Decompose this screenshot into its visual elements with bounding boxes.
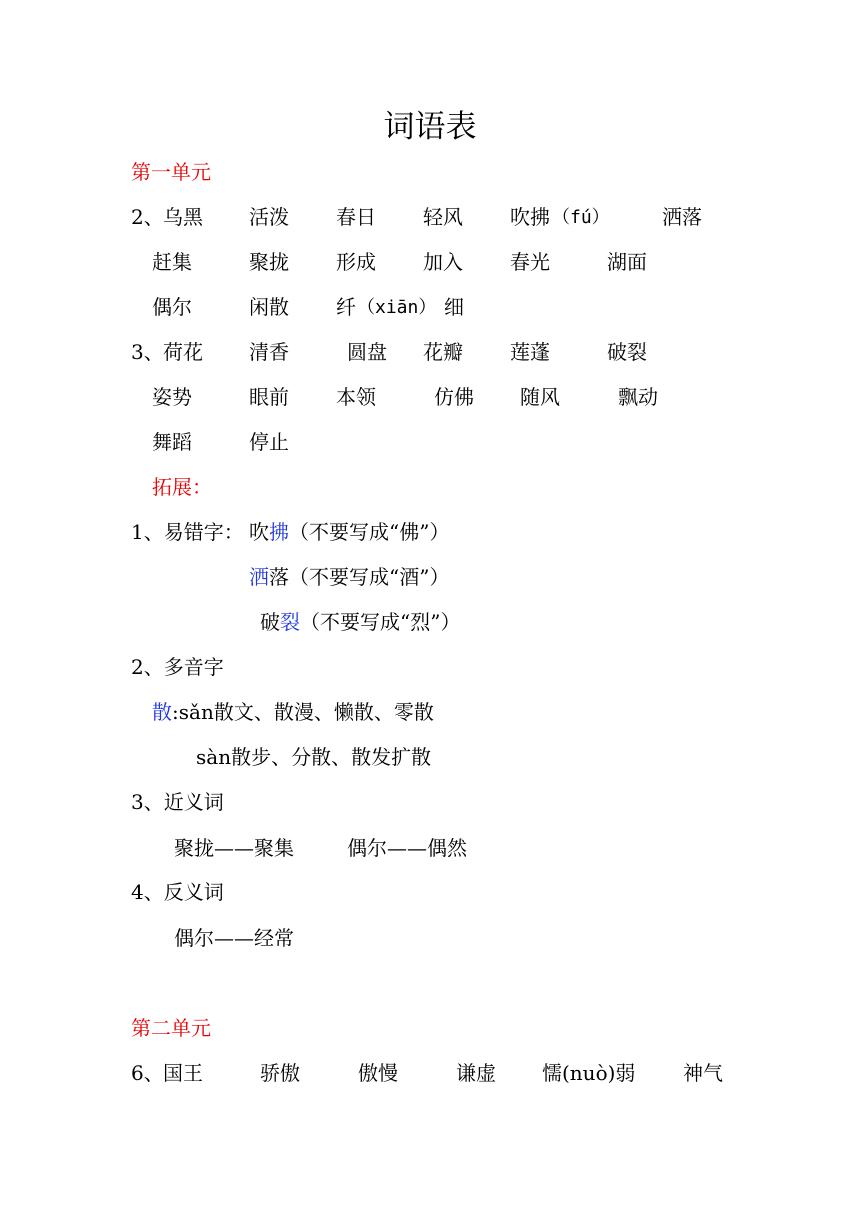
word: 眼前 (249, 385, 289, 409)
pinyin-annotation: （xiān） (357, 297, 437, 318)
word: 细 (444, 295, 464, 319)
char: 懦 (542, 1061, 562, 1085)
word: 荷花 (163, 340, 203, 364)
word: 姿势 (152, 385, 192, 409)
extension-label: 拓展： (152, 475, 212, 499)
word: 吹拂 (510, 205, 550, 229)
word: 国王 (163, 1061, 203, 1085)
word: 随风 (520, 385, 560, 409)
error-prone-item (249, 520, 449, 544)
word: 洒落 (662, 205, 702, 229)
lesson6-number: 6、 (131, 1061, 164, 1085)
word: 莲蓬 (510, 340, 550, 364)
word: 清香 (249, 340, 289, 364)
highlighted-char: 拂 (269, 520, 289, 544)
word: 飘动 (618, 385, 658, 409)
section-label: 1、易错字： (131, 520, 244, 544)
word: 谦虚 (456, 1061, 496, 1085)
word-pair: 偶尔——经常 (174, 926, 294, 950)
word: 本领 (336, 385, 376, 409)
highlighted-char: 散 (152, 700, 172, 724)
word: 骄傲 (260, 1061, 300, 1085)
polyphonic-line (152, 700, 434, 724)
word: 春光 (510, 250, 550, 274)
note: （不要写成“佛”） (289, 520, 450, 544)
word: 破裂 (607, 340, 647, 364)
words: 散文、散漫、懒散、零散 (213, 700, 434, 724)
char: 破 (260, 610, 280, 634)
unit2-heading: 第二单元 (131, 1016, 211, 1040)
pinyin: sǎn (178, 700, 214, 724)
word: 神气 (683, 1061, 723, 1085)
section-label: 2、多音字 (131, 655, 224, 679)
polyphonic-line (196, 745, 431, 769)
lesson3-number: 3、 (131, 340, 164, 364)
words: 散步、分散、散发扩散 (231, 745, 432, 769)
word-pair: 偶尔——偶然 (347, 836, 467, 860)
word-pair: 聚拢——聚集 (174, 836, 294, 860)
char: 落 (269, 565, 289, 589)
word: 花瓣 (423, 340, 463, 364)
word-with-pinyin (542, 1061, 635, 1085)
section-label: 3、近义词 (131, 790, 224, 814)
word: 聚拢 (249, 250, 289, 274)
word: 春日 (336, 205, 376, 229)
pinyin: sàn (196, 745, 232, 769)
error-prone-item (260, 610, 460, 634)
pinyin-annotation: (nuò) (562, 1061, 616, 1085)
word: 偶尔 (152, 295, 192, 319)
word: 仿佛 (434, 385, 474, 409)
word: 形成 (336, 250, 376, 274)
unit1-heading: 第一单元 (131, 160, 211, 184)
error-prone-item (249, 565, 449, 589)
page-title: 词语表 (383, 109, 477, 145)
word: 傲慢 (358, 1061, 398, 1085)
word: 闲散 (249, 295, 289, 319)
colon: : (172, 700, 179, 724)
word: 圆盘 (347, 340, 387, 364)
highlighted-char: 裂 (280, 610, 300, 634)
word: 乌黑 (163, 205, 203, 229)
word: 活泼 (249, 205, 289, 229)
word: 纤 (336, 295, 356, 319)
word: 赶集 (152, 250, 192, 274)
highlighted-char: 洒 (249, 565, 269, 589)
lesson2-number: 2、 (131, 205, 164, 229)
char: 吹 (249, 520, 269, 544)
word: 湖面 (607, 250, 647, 274)
word: 轻风 (423, 205, 463, 229)
word: 舞蹈 (152, 430, 192, 454)
note: （不要写成“烈”） (300, 610, 461, 634)
section-label: 4、反义词 (131, 880, 224, 904)
note: （不要写成“酒”） (289, 565, 450, 589)
char: 弱 (615, 1061, 636, 1085)
pinyin-annotation: （fú） (552, 207, 610, 228)
word: 加入 (423, 250, 463, 274)
word: 停止 (249, 430, 289, 454)
